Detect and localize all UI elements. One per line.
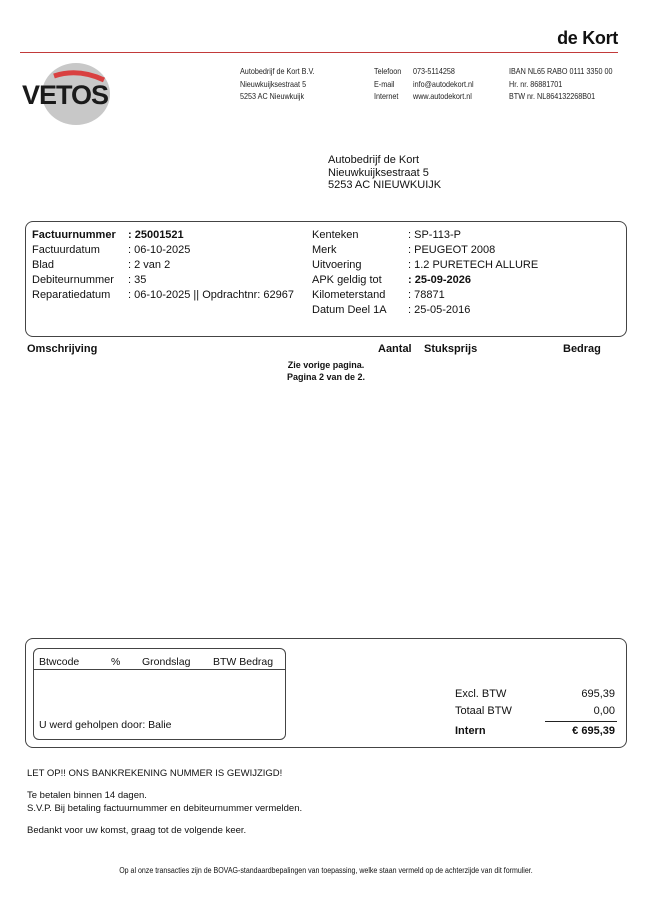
totaal-btw-value: 0,00 [593,705,615,717]
page-notice: Zie vorige pagina. Pagina 2 van de 2. [286,360,366,382]
btw-header-bedrag: BTW Bedrag [213,656,274,668]
btw-header-code: Btwcode [39,656,80,668]
brand-name: de Kort [557,28,618,48]
excl-btw-value: 695,39 [581,688,615,700]
column-omschrijving: Omschrijving [27,343,98,355]
bank-details: IBAN NL65 RABO 0111 3350 00 Hr. nr. 86881701 BTW nr. NL864132268B01 [509,67,613,101]
invoice-details-left: Factuurnummer : 25001521 Factuurdatum : 06-10-2025 Blad : 2 van 2 Debiteurnummer : 35 Reparatiedatum : 06-10-2025 || Opdrachtnr: 62967 [32,229,294,301]
contact-values: 073-5114258 info@autodekort.nl www.autodekort.nl [413,67,474,101]
contact-labels: Telefoon E-mail Internet [374,67,402,101]
column-stuksprijs: Stuksprijs [424,343,478,355]
btw-table [33,648,286,740]
thank-you: Bedankt voor uw komst, graag tot de volgende keer. [27,825,247,836]
vetos-logo [20,62,138,126]
legal-footer: Op al onze transacties zijn de BOVAG-standaardbepalingen van toepassing, welke staan vermeld op de achterzijde van dit formulier. [119,866,533,875]
svg-text:VETOS: VETOS [22,80,109,110]
totaal-btw-label: Totaal BTW [455,705,512,717]
btw-header-grondslag: Grondslag [142,656,191,668]
recipient-address: Autobedrijf de Kort Nieuwkuijksestraat 5 5253 AC NIEUWKUIJK [328,154,442,191]
btw-header-percent: % [111,656,121,668]
invoice-details-right: Kenteken : SP-113-P Merk : PEUGEOT 2008 Uitvoering : 1.2 PURETECH ALLURE APK geldig tot : 25-09-2026 Kilometerstand : 78871 Datum Deel 1A : 25-05-2016 [312,229,539,316]
header-divider [20,52,618,53]
intern-value: € 695,39 [572,725,615,737]
excl-btw-label: Excl. BTW [455,688,507,700]
payment-instructions: Te betalen binnen 14 dagen. S.V.P. Bij betaling factuurnummer en debiteurnummer vermelden. [27,790,303,814]
btw-header-divider [34,669,285,670]
totals-labels [455,686,512,740]
bank-warning: LET OP!! ONS BANKREKENING NUMMER IS GEWIJZIGD! [27,768,283,779]
column-bedrag: Bedrag [563,343,601,355]
helped-by: U werd geholpen door: Balie [39,719,172,731]
intern-label: Intern [455,725,486,737]
column-aantal: Aantal [378,343,412,355]
company-address: Autobedrijf de Kort B.V. Nieuwkuijksestraat 5 5253 AC Nieuwkuijk [240,67,315,101]
invoice-info-box [25,221,627,337]
totals-values [572,686,615,740]
total-rule [545,721,617,722]
